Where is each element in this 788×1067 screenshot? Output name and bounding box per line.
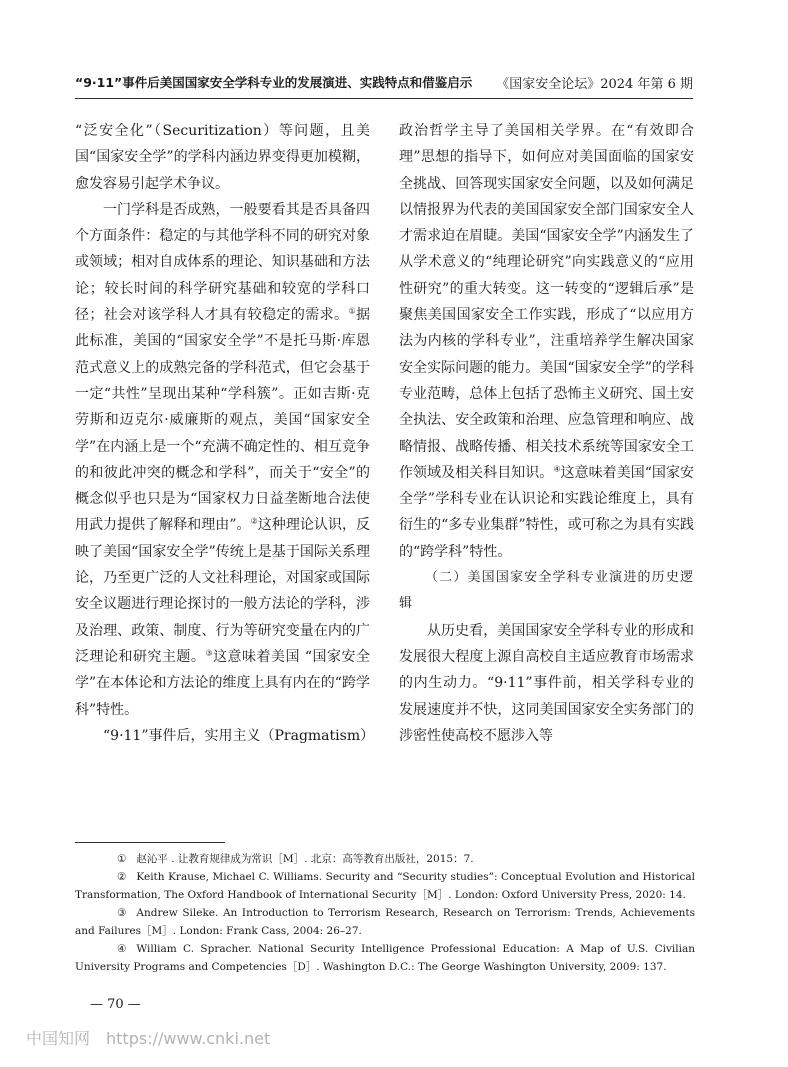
footnote-ref-4[interactable]: ④ — [553, 464, 561, 474]
footnote-number: ③ — [117, 907, 127, 919]
left-column — [75, 118, 375, 749]
footnote-divider — [75, 842, 225, 843]
footnote-ref-3[interactable]: ③ — [205, 648, 214, 658]
cnki-watermark — [26, 1026, 270, 1049]
page-number: — 70 — — [90, 997, 141, 1012]
right-paragraph-2: 从历史看，美国国家安全学科专业的形成和发展很大程度上源自高校自主适应教育市场需求的内生动力。“9·11”事件前，相关学科专业的发展速度并不快，这同美国国家安全实务部门的涉密性使高校不愿涉入等 — [399, 622, 694, 744]
footnote-number: ④ — [117, 943, 127, 955]
right-column — [399, 118, 694, 749]
footnote-ref-2[interactable]: ② — [250, 516, 258, 526]
running-header — [75, 70, 693, 94]
watermark-site: https://www.cnki.net — [106, 1029, 271, 1048]
footnote-number: ① — [117, 853, 127, 865]
header-article-title: “9·11”事件后美国国家安全学科专业的发展演进、实践特点和借鉴启示 — [75, 75, 473, 90]
footnote-ref-1[interactable]: ① — [348, 306, 357, 316]
footnote-number: ② — [117, 871, 127, 883]
footnote-text: Keith Krause, Michael C. Williams. Security and “Security studies”: Conceptual Evolution and Historical Transformation, The Oxford Handbook of International Security［M］. London: Oxford University Press, 2020: 14. — [75, 871, 695, 901]
left-paragraph-2 — [75, 197, 370, 723]
footnote-4 — [75, 940, 695, 976]
footnote-text: 赵沁平 . 让教育规律成为常识［M］. 北京：高等教育出版社，2015：7. — [136, 853, 474, 865]
left-p2-text-c: 这种理论认识，反映了美国“国家安全学”传统上是基于国际关系理论，乃至更广泛的人文社科理论，对国家或国际安全议题进行理论探讨的一般方法论的学科，涉及治理、政策、制度、行为等研究变量在内的广泛理论和研究主题。 — [75, 517, 370, 665]
left-p2-text-b: 据此标准，美国的“国家安全学”不是托马斯·库恩范式意义上的成熟完备的学科范式，但它会基于一定“共性”呈现出某种“学科簇”。正如吉斯·克劳斯和迈克尔·威廉斯的观点，美国“国家安全学”在内涵上是一个“充满不确定性的、相互竞争的和彼此冲突的概念和学科”，而关于“安全”的概念似乎也只是为“国家权力日益垄断地合法使用武力提供了解释和理由”。 — [75, 307, 371, 534]
footnotes — [75, 850, 695, 976]
header-divider — [75, 98, 693, 99]
footnote-text: William C. Spracher. National Security Intelligence Professional Education: A Map of U.S. Civilian University Programs and Competencies［D］. Washington D.C.: The George Washington University, 2009: 137. — [75, 943, 695, 973]
footnote-text: Andrew Sileke. An Introduction to Terrorism Research, Research on Terrorism: Trends, Achievements and Failures［M］. London: Frank Cass, 2004: 26–27. — [75, 907, 695, 937]
footnote-2 — [75, 868, 695, 904]
footnote-3 — [75, 904, 695, 940]
left-paragraph-3: “9·11”事件后，实用主义（Pragmatism） — [103, 727, 375, 744]
header-journal-issue: 《国家安全论坛》2024 年第 6 期 — [496, 76, 693, 92]
left-paragraph-1: “泛安全化”（Securitization）等问题，且美国“国家安全学”的学科内涵边界变得更加模糊，愈发容易引起学术争议。 — [75, 123, 370, 192]
right-p1-text-a: 政治哲学主导了美国相关学界。在“有效即合理”思想的指导下，如何应对美国面临的国家安全挑战、回答现实国家安全问题，以及如何满足以情报界为代表的美国国家安全部门国家安全人才需求迫在眉睫。美国“国家安全学”内涵发生了从学术意义的“纯理论研究”向实践意义的“应用性研究”的重大转变。这一转变的“逻辑后承”是聚焦美国国家安全工作实践，形成了“以应用方法为内核的学科专业”，注重培养学生解决国家安全实际问题的能力。美国“国家安全学”的学科专业范畴，总体上包括了恐怖主义研究、国土安全执法、安全政策和治理、应急管理和响应、战略情报、战略传播、相关技术系统等国家安全工作领域及相关科目知识。 — [399, 123, 694, 481]
watermark-brand: 中国知网 — [26, 1029, 91, 1048]
left-p2-text-d: 这意味着美国 “国家安全学”在本体论和方法论的维度上具有内在的“跨学科”特性。 — [75, 648, 371, 718]
right-paragraph-1 — [399, 118, 694, 565]
right-p1-text-b: 这意味着美国“国家安全学”学科专业在认识论和实践论维度上，具有衍生的“多专业集群”特性，或可称之为具有实践的“跨学科”特性。 — [399, 464, 694, 560]
section-heading: （二）美国国家安全学科专业演进的历史逻辑 — [399, 570, 694, 612]
left-p2-text-a: 一门学科是否成熟，一般要看其是否具备四个方面条件：稳定的与其他学科不同的研究对象或领域；相对自成体系的理论、知识基础和方法论；较长时间的科学研究基础和较宽的学科口径；社会对该学科人才具有较稳定的需求。 — [75, 201, 370, 324]
footnote-1 — [75, 850, 695, 868]
